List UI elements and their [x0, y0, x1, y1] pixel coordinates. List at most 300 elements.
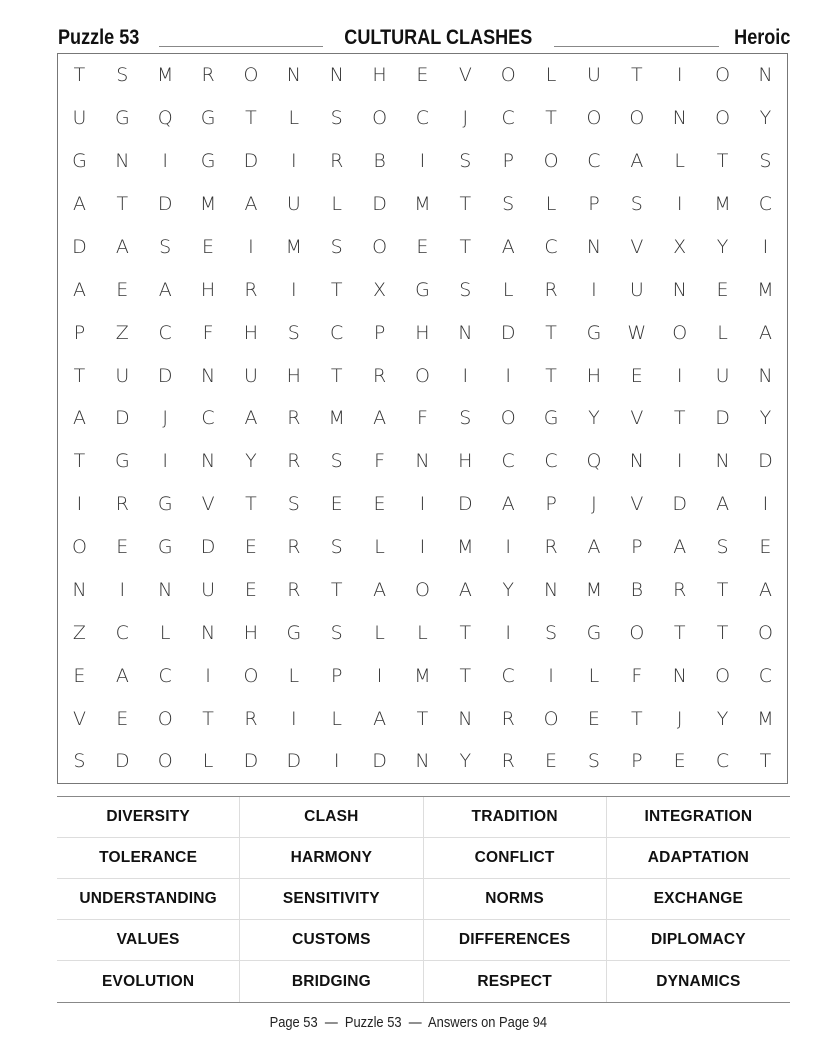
grid-letter[interactable]: T — [759, 750, 772, 773]
grid-letter[interactable]: A — [458, 578, 472, 601]
grid-letter[interactable]: O — [243, 664, 259, 687]
grid-letter[interactable]: V — [201, 493, 215, 516]
grid-letter[interactable]: F — [631, 664, 643, 687]
grid-letter[interactable]: D — [157, 193, 173, 216]
grid-letter[interactable]: A — [373, 407, 387, 430]
grid-letter[interactable]: A — [501, 493, 515, 516]
grid-letter[interactable]: U — [115, 364, 130, 387]
grid-letter[interactable]: R — [244, 707, 258, 730]
grid-letter[interactable]: O — [157, 707, 173, 730]
grid-letter[interactable]: I — [505, 536, 511, 559]
word-list-item: EVOLUTION — [57, 961, 240, 1002]
grid-letter[interactable]: M — [285, 235, 303, 258]
grid-letter[interactable]: N — [415, 450, 430, 473]
letter-grid-frame — [57, 53, 788, 784]
grid-letter[interactable]: G — [72, 150, 87, 173]
grid-letter[interactable]: M — [414, 193, 431, 216]
grid-letter[interactable]: G — [543, 407, 559, 430]
grid-letter[interactable]: T — [631, 64, 643, 87]
grid-letter[interactable]: L — [545, 64, 557, 87]
grid-letter[interactable]: N — [543, 578, 559, 601]
grid-letter[interactable]: D — [372, 750, 387, 773]
grid-letter[interactable]: R — [287, 578, 301, 601]
grid-letter[interactable]: S — [73, 750, 86, 773]
grid-letter[interactable]: O — [157, 750, 173, 773]
grid-letter[interactable]: T — [416, 707, 429, 730]
grid-letter[interactable]: M — [156, 64, 174, 87]
grid-letter[interactable]: M — [414, 664, 431, 687]
grid-letter[interactable]: C — [415, 107, 430, 130]
grid-letter[interactable]: U — [201, 578, 216, 601]
grid-letter[interactable]: L — [417, 621, 428, 644]
grid-letter[interactable]: A — [373, 707, 387, 730]
grid-letter[interactable]: A — [115, 664, 129, 687]
grid-letter[interactable]: Y — [459, 750, 472, 773]
grid-letter[interactable]: C — [158, 664, 172, 687]
grid-letter[interactable]: A — [716, 493, 730, 516]
grid-letter[interactable]: L — [502, 278, 514, 301]
grid-letter[interactable]: D — [715, 407, 730, 430]
grid-letter[interactable]: G — [157, 493, 173, 516]
grid-letter[interactable]: U — [72, 107, 87, 130]
grid-letter[interactable]: I — [333, 750, 340, 773]
grid-letter[interactable]: S — [459, 278, 472, 301]
grid-letter[interactable]: E — [202, 235, 215, 258]
grid-letter[interactable]: N — [672, 278, 687, 301]
word-list-item: DIPLOMACY — [607, 920, 790, 961]
grid-letter[interactable]: G — [286, 621, 302, 644]
grid-letter[interactable]: O — [543, 707, 559, 730]
grid-letter[interactable]: N — [72, 578, 87, 601]
grid-letter[interactable]: G — [586, 321, 602, 344]
grid-letter[interactable]: O — [71, 536, 87, 559]
grid-letter[interactable]: U — [715, 364, 730, 387]
grid-letter[interactable]: I — [762, 235, 769, 258]
grid-letter[interactable]: I — [76, 493, 83, 516]
grid-letter[interactable]: T — [116, 193, 129, 216]
grid-letter[interactable]: S — [630, 193, 643, 216]
grid-letter[interactable]: T — [245, 493, 257, 516]
grid-letter[interactable]: U — [586, 64, 601, 87]
grid-letter[interactable]: H — [415, 321, 430, 344]
grid-letter[interactable]: M — [328, 407, 345, 430]
grid-letter[interactable]: Y — [588, 407, 600, 430]
grid-letter[interactable]: A — [587, 536, 601, 559]
grid-letter[interactable]: X — [673, 235, 687, 258]
grid-letter[interactable]: I — [291, 707, 297, 730]
grid-letter[interactable]: F — [202, 321, 214, 344]
grid-letter[interactable]: T — [330, 578, 343, 601]
grid-letter[interactable]: D — [200, 536, 216, 559]
grid-letter[interactable]: N — [758, 364, 773, 387]
grid-letter[interactable]: N — [758, 64, 773, 87]
grid-letter[interactable]: R — [501, 750, 515, 773]
grid-letter[interactable]: P — [631, 536, 643, 559]
grid-letter[interactable]: P — [330, 664, 343, 687]
grid-letter[interactable]: I — [119, 578, 126, 601]
word-list-item: DYNAMICS — [656, 972, 741, 990]
grid-letter[interactable]: D — [243, 750, 259, 773]
grid-letter[interactable]: I — [505, 621, 511, 644]
letter-grid[interactable] — [58, 54, 787, 783]
grid-letter[interactable]: S — [330, 621, 343, 644]
grid-letter[interactable]: E — [244, 536, 257, 559]
word-list-item: INTEGRATION — [607, 797, 790, 838]
grid-letter[interactable]: D — [672, 493, 687, 516]
grid-letter[interactable]: O — [629, 621, 645, 644]
grid-letter[interactable]: L — [159, 621, 171, 644]
grid-letter[interactable]: S — [330, 536, 343, 559]
grid-letter[interactable]: V — [630, 493, 644, 516]
grid-letter[interactable]: V — [458, 64, 472, 87]
grid-letter[interactable]: H — [458, 450, 473, 473]
grid-letter[interactable]: A — [501, 235, 515, 258]
grid-letter[interactable]: G — [114, 450, 130, 473]
grid-letter[interactable]: L — [331, 707, 342, 730]
grid-letter[interactable]: O — [414, 364, 430, 387]
grid-letter[interactable]: S — [502, 193, 515, 216]
grid-letter[interactable]: D — [500, 321, 516, 344]
grid-letter[interactable]: P — [545, 493, 557, 516]
grid-letter[interactable]: P — [588, 193, 600, 216]
grid-letter[interactable]: R — [501, 707, 515, 730]
grid-letter[interactable]: E — [716, 278, 729, 301]
grid-letter[interactable]: S — [159, 235, 172, 258]
grid-letter[interactable]: E — [545, 750, 558, 773]
grid-letter[interactable]: T — [631, 707, 643, 730]
grid-letter[interactable]: Q — [586, 450, 602, 473]
grid-letter[interactable]: S — [287, 321, 300, 344]
grid-letter[interactable]: I — [676, 64, 683, 87]
grid-letter[interactable]: I — [419, 493, 426, 516]
grid-letter[interactable]: C — [501, 107, 515, 130]
grid-letter[interactable]: I — [591, 278, 597, 301]
grid-letter[interactable]: G — [415, 278, 430, 301]
grid-letter[interactable]: H — [372, 64, 387, 87]
grid-letter[interactable]: O — [715, 107, 731, 130]
grid-letter[interactable]: S — [330, 450, 343, 473]
grid-letter[interactable]: G — [200, 107, 216, 130]
grid-letter[interactable]: D — [372, 193, 387, 216]
grid-letter[interactable]: F — [374, 450, 386, 473]
grid-letter[interactable]: T — [459, 235, 472, 258]
grid-letter[interactable]: H — [243, 621, 259, 644]
grid-letter[interactable]: C — [544, 450, 558, 473]
grid-letter[interactable]: L — [717, 321, 728, 344]
grid-letter[interactable]: H — [200, 278, 216, 301]
grid-letter[interactable]: A — [758, 321, 772, 344]
grid-letter[interactable]: R — [544, 278, 558, 301]
grid-letter[interactable]: O — [715, 64, 731, 87]
grid-letter[interactable]: D — [114, 750, 130, 773]
grid-letter[interactable]: I — [291, 278, 297, 301]
word-list-item: EXCHANGE — [607, 879, 790, 920]
grid-letter[interactable]: G — [200, 150, 216, 173]
grid-letter[interactable]: L — [674, 150, 685, 173]
grid-letter[interactable]: P — [631, 750, 643, 773]
grid-letter[interactable]: V — [630, 235, 644, 258]
grid-letter[interactable]: L — [588, 664, 600, 687]
grid-letter[interactable]: I — [505, 364, 511, 387]
grid-letter[interactable]: A — [72, 193, 86, 216]
grid-letter[interactable]: S — [587, 750, 600, 773]
grid-letter[interactable]: D — [72, 235, 87, 258]
grid-letter[interactable]: T — [716, 150, 729, 173]
grid-letter[interactable]: R — [330, 150, 344, 173]
grid-letter[interactable]: C — [758, 193, 773, 216]
grid-letter[interactable]: M — [457, 536, 474, 559]
grid-letter[interactable]: O — [500, 407, 516, 430]
grid-letter[interactable]: A — [158, 278, 172, 301]
grid-letter[interactable]: C — [715, 750, 730, 773]
grid-letter[interactable]: O — [586, 107, 602, 130]
grid-letter[interactable]: E — [416, 64, 429, 87]
grid-letter[interactable]: T — [330, 278, 343, 301]
grid-letter[interactable]: G — [586, 621, 602, 644]
grid-letter[interactable]: D — [243, 150, 259, 173]
grid-letter[interactable]: T — [73, 364, 86, 387]
grid-letter[interactable]: N — [586, 235, 602, 258]
grid-letter[interactable]: N — [629, 450, 644, 473]
grid-letter[interactable]: V — [630, 407, 644, 430]
grid-letter[interactable]: S — [759, 150, 772, 173]
grid-letter[interactable]: C — [587, 150, 601, 173]
grid-letter[interactable]: I — [462, 364, 469, 387]
grid-letter[interactable]: A — [115, 235, 129, 258]
grid-letter[interactable]: S — [287, 493, 300, 516]
grid-letter[interactable]: N — [200, 364, 216, 387]
grid-letter[interactable]: Z — [115, 321, 129, 344]
grid-letter[interactable]: T — [545, 364, 557, 387]
grid-letter[interactable]: D — [758, 450, 773, 473]
grid-letter[interactable]: N — [672, 664, 687, 687]
difficulty-label: Heroic — [733, 26, 790, 49]
grid-letter[interactable]: N — [329, 64, 344, 87]
grid-letter[interactable]: H — [243, 321, 259, 344]
grid-letter[interactable]: Y — [759, 407, 772, 430]
grid-letter[interactable]: R — [287, 407, 301, 430]
grid-letter[interactable]: D — [157, 364, 173, 387]
grid-letter[interactable]: P — [502, 150, 514, 173]
grid-letter[interactable]: C — [201, 407, 215, 430]
grid-letter[interactable]: H — [586, 364, 602, 387]
grid-letter[interactable]: C — [330, 321, 344, 344]
grid-letter[interactable]: T — [545, 107, 557, 130]
grid-letter[interactable]: R — [287, 536, 301, 559]
grid-letter[interactable]: O — [372, 235, 388, 258]
grid-letter[interactable]: I — [205, 664, 211, 687]
grid-letter[interactable]: L — [374, 621, 385, 644]
grid-letter[interactable]: C — [501, 664, 515, 687]
grid-letter[interactable]: J — [462, 107, 469, 130]
grid-letter[interactable]: A — [758, 578, 772, 601]
grid-letter[interactable]: O — [629, 107, 645, 130]
grid-letter[interactable]: N — [458, 321, 473, 344]
grid-letter[interactable]: E — [416, 235, 429, 258]
grid-letter[interactable]: R — [244, 278, 258, 301]
grid-letter[interactable]: R — [372, 364, 387, 387]
grid-letter[interactable]: S — [330, 235, 343, 258]
grid-letter[interactable]: I — [291, 150, 297, 173]
grid-letter[interactable]: N — [458, 707, 473, 730]
grid-letter[interactable]: A — [373, 578, 387, 601]
grid-letter[interactable]: T — [459, 664, 472, 687]
grid-letter[interactable]: I — [419, 536, 426, 559]
grid-letter[interactable]: O — [715, 664, 731, 687]
grid-letter[interactable]: S — [545, 621, 558, 644]
grid-letter[interactable]: Y — [502, 578, 514, 601]
grid-letter[interactable]: U — [286, 193, 301, 216]
grid-letter[interactable]: O — [414, 578, 430, 601]
grid-letter[interactable]: P — [373, 321, 386, 344]
grid-letter[interactable]: B — [373, 150, 386, 173]
grid-letter[interactable]: E — [673, 750, 686, 773]
grid-letter[interactable]: N — [672, 107, 687, 130]
grid-letter[interactable]: E — [116, 278, 129, 301]
grid-letter[interactable]: T — [545, 321, 557, 344]
grid-letter[interactable]: D — [457, 493, 473, 516]
grid-letter[interactable]: L — [288, 664, 300, 687]
grid-letter[interactable]: J — [591, 493, 597, 516]
grid-letter[interactable]: M — [757, 278, 774, 301]
grid-letter[interactable]: A — [673, 536, 687, 559]
grid-letter[interactable]: T — [459, 621, 472, 644]
grid-letter[interactable]: E — [116, 536, 129, 559]
grid-letter[interactable]: T — [73, 450, 86, 473]
grid-letter[interactable]: S — [459, 150, 472, 173]
grid-letter[interactable]: H — [286, 364, 301, 387]
grid-letter[interactable]: E — [330, 493, 343, 516]
grid-letter[interactable]: M — [199, 193, 217, 216]
grid-letter[interactable]: Y — [716, 235, 729, 258]
grid-letter[interactable]: I — [548, 664, 554, 687]
grid-letter[interactable]: V — [72, 707, 86, 730]
grid-letter[interactable]: C — [544, 235, 558, 258]
grid-letter[interactable]: W — [627, 321, 647, 344]
grid-letter[interactable]: O — [500, 64, 516, 87]
grid-letter[interactable]: A — [72, 407, 86, 430]
grid-letter[interactable]: O — [372, 107, 388, 130]
grid-letter[interactable]: O — [543, 150, 559, 173]
grid-letter[interactable]: A — [244, 193, 258, 216]
grid-letter[interactable]: R — [201, 64, 215, 87]
grid-letter[interactable]: I — [676, 364, 683, 387]
grid-letter[interactable]: L — [288, 107, 300, 130]
grid-letter[interactable]: T — [459, 193, 472, 216]
grid-letter[interactable]: L — [202, 750, 214, 773]
grid-letter[interactable]: I — [419, 150, 426, 173]
grid-letter[interactable]: U — [629, 278, 644, 301]
grid-letter[interactable]: Y — [759, 107, 772, 130]
grid-letter[interactable]: C — [501, 450, 515, 473]
grid-letter[interactable]: E — [373, 493, 386, 516]
grid-letter[interactable]: M — [714, 193, 731, 216]
grid-letter[interactable]: P — [73, 321, 86, 344]
grid-letter[interactable]: N — [115, 150, 130, 173]
grid-letter[interactable]: R — [673, 578, 687, 601]
grid-letter[interactable]: O — [243, 64, 259, 87]
grid-letter[interactable]: C — [158, 321, 172, 344]
grid-letter[interactable]: T — [245, 107, 257, 130]
grid-letter[interactable]: T — [202, 707, 214, 730]
grid-letter[interactable]: T — [330, 364, 343, 387]
grid-letter[interactable]: S — [716, 536, 729, 559]
grid-letter[interactable]: N — [415, 750, 430, 773]
grid-letter[interactable]: E — [630, 364, 643, 387]
grid-letter[interactable]: I — [762, 493, 769, 516]
grid-letter[interactable]: I — [162, 450, 168, 473]
grid-letter[interactable]: I — [248, 235, 254, 258]
grid-letter[interactable]: A — [72, 278, 86, 301]
grid-letter[interactable]: I — [376, 664, 383, 687]
grid-letter[interactable]: J — [676, 707, 683, 730]
grid-letter[interactable]: L — [331, 193, 342, 216]
grid-letter[interactable]: S — [330, 107, 343, 130]
grid-letter[interactable]: E — [73, 664, 86, 687]
grid-letter[interactable]: N — [200, 621, 216, 644]
grid-letter[interactable]: C — [758, 664, 773, 687]
grid-letter[interactable]: A — [630, 150, 644, 173]
grid-letter[interactable]: E — [587, 707, 600, 730]
puzzle-header — [58, 20, 790, 50]
grid-letter[interactable]: T — [716, 621, 729, 644]
grid-letter[interactable]: D — [114, 407, 130, 430]
grid-letter[interactable]: R — [287, 450, 301, 473]
grid-letter[interactable]: N — [715, 450, 730, 473]
grid-letter[interactable]: U — [243, 364, 258, 387]
grid-letter[interactable]: B — [630, 578, 644, 601]
grid-letter[interactable]: C — [115, 621, 129, 644]
grid-letter[interactable]: Q — [157, 107, 173, 130]
grid-letter[interactable]: A — [244, 407, 258, 430]
grid-letter[interactable]: S — [116, 64, 129, 87]
grid-letter[interactable]: R — [115, 493, 129, 516]
grid-letter[interactable]: I — [676, 450, 683, 473]
grid-letter[interactable]: M — [585, 578, 603, 601]
grid-letter[interactable]: T — [673, 621, 686, 644]
grid-letter[interactable]: Y — [716, 707, 729, 730]
grid-letter[interactable]: O — [757, 621, 773, 644]
grid-letter[interactable]: Y — [245, 450, 257, 473]
grid-letter[interactable]: T — [716, 578, 729, 601]
grid-letter[interactable]: E — [116, 707, 129, 730]
grid-letter[interactable]: D — [286, 750, 302, 773]
grid-letter[interactable]: N — [286, 64, 301, 87]
grid-letter[interactable]: E — [759, 536, 772, 559]
grid-letter[interactable]: T — [673, 407, 686, 430]
grid-letter[interactable]: J — [162, 407, 168, 430]
grid-letter[interactable]: L — [545, 193, 557, 216]
grid-letter[interactable]: G — [157, 536, 173, 559]
word-list-item: TOLERANCE — [57, 838, 240, 879]
grid-letter[interactable]: F — [416, 407, 428, 430]
grid-letter[interactable]: I — [676, 193, 683, 216]
grid-letter[interactable]: S — [459, 407, 472, 430]
grid-letter[interactable]: O — [672, 321, 688, 344]
grid-letter[interactable]: E — [244, 578, 257, 601]
grid-letter[interactable]: N — [158, 578, 173, 601]
word-list-item: ADAPTATION — [607, 838, 790, 879]
grid-letter[interactable]: T — [73, 64, 86, 87]
grid-letter[interactable]: M — [757, 707, 774, 730]
grid-letter[interactable]: X — [373, 278, 387, 301]
grid-letter[interactable]: L — [374, 536, 385, 559]
grid-letter[interactable]: R — [544, 536, 558, 559]
grid-letter[interactable]: Z — [72, 621, 86, 644]
grid-letter[interactable]: I — [162, 150, 168, 173]
grid-letter[interactable]: G — [114, 107, 130, 130]
grid-letter[interactable]: N — [200, 450, 216, 473]
